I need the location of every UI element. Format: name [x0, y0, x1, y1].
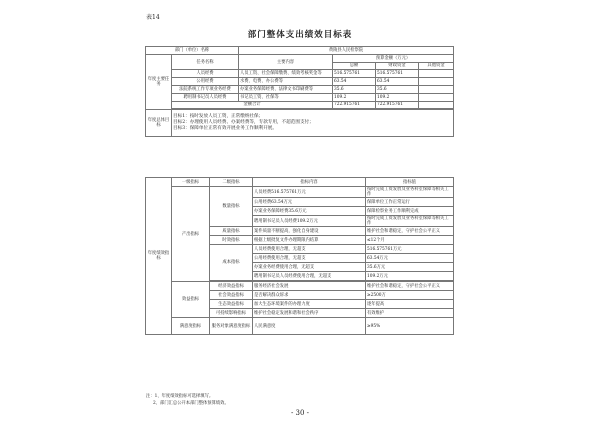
quality-indicator-label: 质量指标: [210, 227, 253, 236]
page-title: 部门整体支出绩效目标表: [247, 30, 353, 40]
indicator-content: 人员经费516.575761万元: [253, 187, 366, 198]
goal-line: 目标1：按时发放人员工资，正常缴纳社保；: [173, 114, 264, 120]
indicator-row: [146, 318, 454, 335]
task-content: 书记员工资、社保等: [239, 93, 333, 101]
page-number: - 30 -: [290, 409, 310, 417]
task-name: 公用经费: [172, 78, 239, 86]
task-name: 法院系统工作专项业务经费: [172, 85, 239, 93]
task-fiscal: 63.54: [376, 78, 419, 86]
indicator-content: 维护社会稳定发展和谐和社会秩序: [253, 309, 366, 318]
indicator-value: 保障单位工作正常运行: [366, 198, 454, 207]
goal-line: 目标3：保障单位正常有效开展业务工作顺利开展。: [173, 126, 277, 132]
indicator-table: [145, 177, 454, 335]
indicator-value-header: 指标值: [366, 178, 454, 187]
indicator-value: ≥2500万: [366, 291, 454, 300]
footnote: 注：1、年度绩效指标可选择填写。: [146, 394, 214, 399]
task-total: 516.575761: [333, 70, 376, 78]
task-fiscal: 516.575761: [376, 70, 419, 78]
satisfaction-indicator-label: 满意度指标: [172, 318, 210, 335]
quantity-indicator-label: 数量指标: [210, 187, 253, 227]
task-name: 聘用制书记员人员经费: [172, 93, 239, 101]
indicator-value: 516.575761万元: [366, 245, 454, 254]
indicator-content: 是否解决群众诉求: [253, 291, 366, 300]
task-sum-row: [146, 101, 454, 109]
task-content: 水费、电费、办公费等: [239, 78, 333, 86]
indicator-value: ≥95%: [366, 318, 454, 335]
sum-other: [419, 101, 454, 109]
footnote: 2、部门汇总公开本部门整体预算绩效。: [153, 401, 229, 406]
indicator-content: 案件质量不断提高，强化自身建设: [253, 227, 366, 236]
task-row: [146, 85, 454, 93]
indicator-content: 人民满意度: [253, 318, 366, 335]
task-fiscal: 35.6: [376, 85, 419, 93]
task-row: [146, 93, 454, 101]
indicator-content: 聘用制书记员人员经费109.2万元: [253, 216, 366, 227]
indicator-content: 公用经费63.54万元: [253, 198, 366, 207]
overall-goal-text: [172, 110, 454, 137]
indicator-value: 35.6万元: [366, 263, 454, 272]
ecological-effect-label: 生态效益指标: [210, 300, 253, 309]
level1-header: 一级指标: [172, 178, 210, 187]
indicator-value: 按时完成工资发放及业务科室保障等相关工作: [366, 216, 454, 227]
sum-total: 722.915761: [333, 101, 376, 109]
task-content-header: 主要内容: [239, 54, 333, 70]
indicator-content: 办案业务保障经费35.6万元: [253, 207, 366, 216]
indicator-value: 按时完成工资发放及业务科室保障等相关工作: [366, 187, 454, 198]
task-content: 办案业务保障经费、法律文书印刷费等: [239, 85, 333, 93]
task-other: [419, 70, 454, 78]
task-total: 35.6: [333, 85, 376, 93]
timeliness-indicator-label: 时效指标: [210, 236, 253, 245]
dept-name-value: 黄陵县人民检察院: [239, 47, 454, 55]
task-name: 人员经费: [172, 70, 239, 78]
task-total: 63.54: [333, 78, 376, 86]
indicator-content: 服务经济社会发展: [253, 282, 366, 291]
task-other: [419, 78, 454, 86]
indicator-content: 办案业务经费使用合理，无超支: [253, 263, 366, 272]
effect-indicator-label: 效益指标: [172, 282, 210, 318]
task-fiscal: 109.2: [376, 93, 419, 101]
indicators-section-label: 年度绩效指标: [146, 178, 172, 335]
footnotes: [146, 393, 229, 407]
indicator-value: 63.54万元: [366, 254, 454, 263]
budget-amount-header: 预算金额（万元）: [333, 54, 454, 62]
indicator-content: 根据上级批复文件办理期限内结算: [253, 236, 366, 245]
sustainable-impact-label: 可持续影响指标: [210, 309, 253, 318]
task-row: [146, 78, 454, 86]
sum-label: 金额合计: [172, 101, 333, 109]
indicator-content: 公用经费使用合理，无超支: [253, 254, 366, 263]
indicator-value: 保障检察业务工作顺利完成: [366, 207, 454, 216]
annual-tasks-label: 年度主要任务: [146, 54, 172, 110]
page-label: 表14: [146, 14, 160, 21]
indicator-row: [146, 187, 454, 198]
indicator-value: 逐年提高: [366, 300, 454, 309]
task-other: [419, 85, 454, 93]
goal-line: 目标2：办理使用人员经费、办案经费等，专款专用，不超范围支付；: [173, 120, 314, 126]
indicator-value: 维护社会和谐稳定，守护社会公平正义: [366, 282, 454, 291]
budget-other-header: 其他资金: [419, 62, 454, 70]
dept-name-label: 部门（单位）名称: [146, 47, 239, 55]
budget-total-header: 总额: [333, 62, 376, 70]
overall-goal-label: 年度总体目标: [146, 110, 172, 137]
indicator-content: 聘用制书记员人员经费使用合理，无超支: [253, 272, 366, 281]
indicator-content: 人员经费使用合理，无超支: [253, 245, 366, 254]
indicator-value: ≤12个月: [366, 236, 454, 245]
economic-effect-label: 经济效益指标: [210, 282, 253, 291]
indicator-value: 有效维护: [366, 309, 454, 318]
task-total: 109.2: [333, 93, 376, 101]
indicator-value: 109.2万元: [366, 272, 454, 281]
indicator-content-header: 指标内容: [253, 178, 366, 187]
cost-indicator-label: 成本指标: [210, 245, 253, 281]
budget-fiscal-header: 财政资金: [376, 62, 419, 70]
level2-header: 二级指标: [210, 178, 253, 187]
task-name-header: 任务名称: [172, 54, 239, 70]
task-content: 人员工资、社会保障缴费、绩效考核奖金等: [239, 70, 333, 78]
task-budget-table: [145, 46, 454, 137]
social-effect-label: 社会效益指标: [210, 291, 253, 300]
indicator-content: 加大生态环境案件的办理力度: [253, 300, 366, 309]
service-satisfaction-label: 服务对象满意度指标: [210, 318, 253, 335]
output-indicator-label: 产出指标: [172, 187, 210, 282]
task-other: [419, 93, 454, 101]
task-row: [146, 70, 454, 78]
indicator-value: 维护社会和谐稳定，守护社会公平正义: [366, 227, 454, 236]
sum-fiscal: 722.915761: [376, 101, 419, 109]
